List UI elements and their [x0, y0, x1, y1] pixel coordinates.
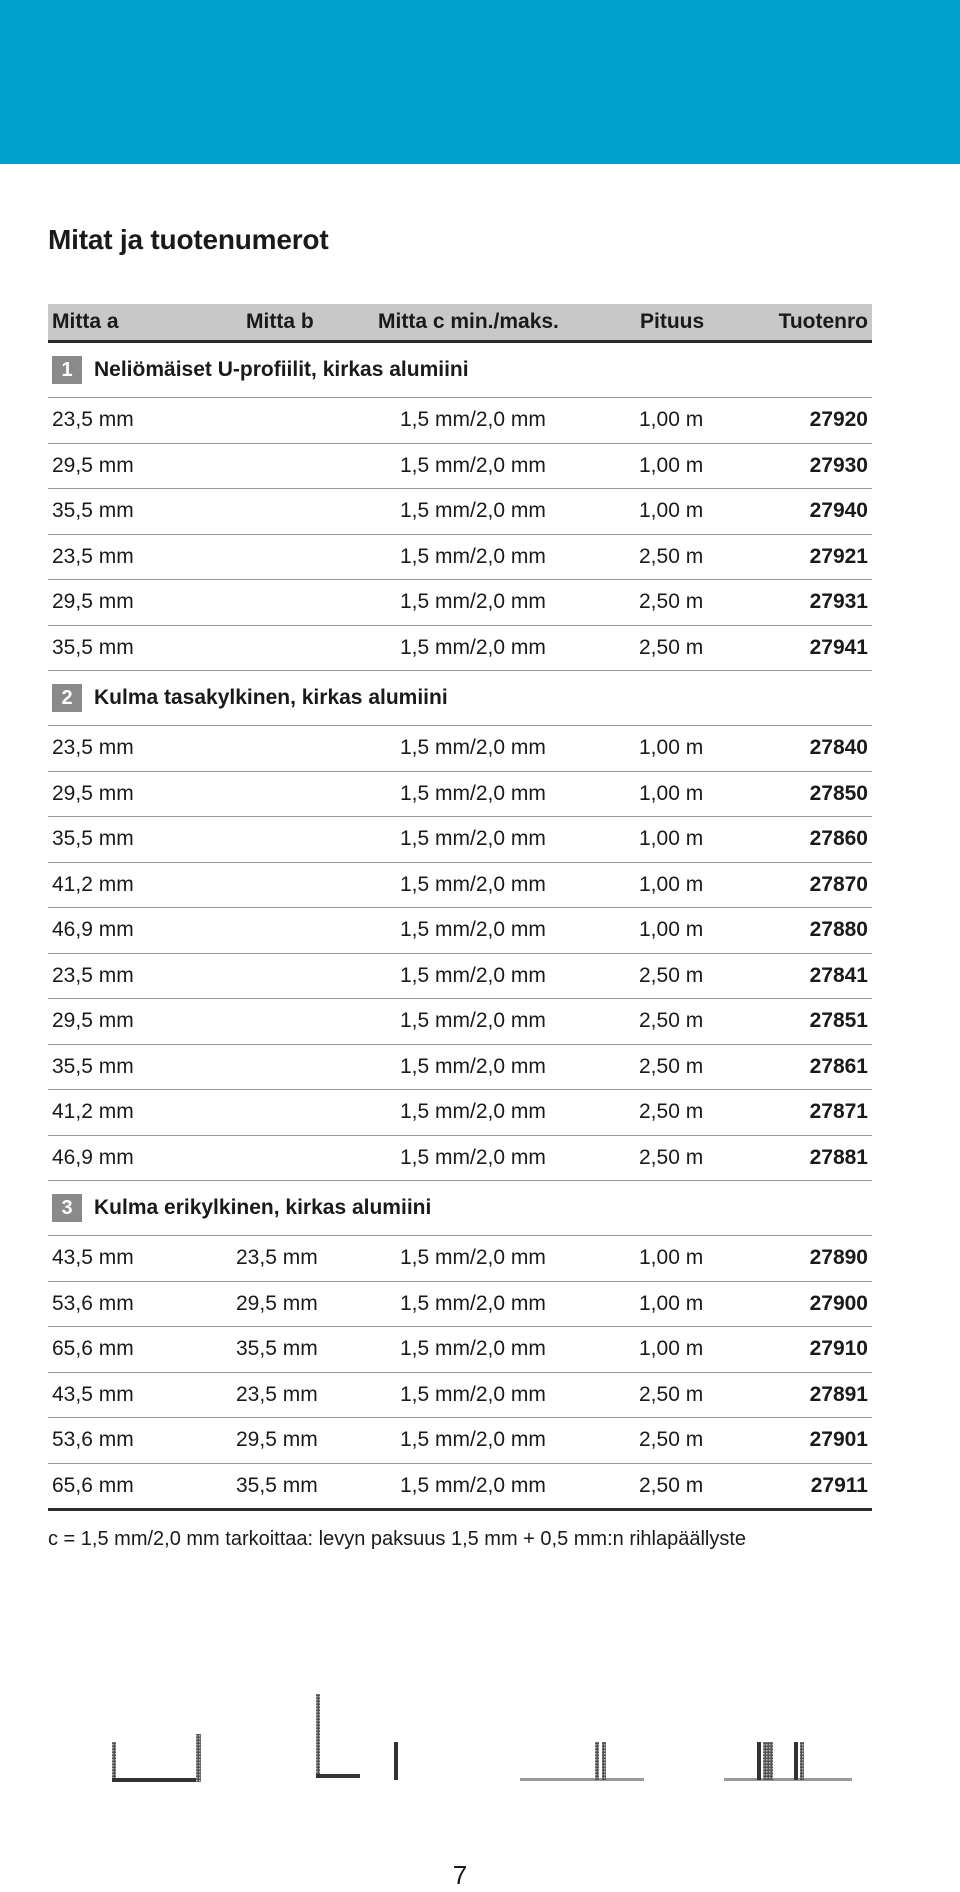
cell-mitta-b: 23,5 mm [236, 1382, 318, 1406]
cell-mitta-a: 35,5 mm [52, 499, 134, 523]
cell-tuotenro: 27871 [809, 1100, 868, 1124]
cell-mitta-c: 1,5 mm/2,0 mm [400, 1054, 546, 1078]
cell-tuotenro: 27861 [809, 1054, 868, 1078]
double-t-profile-icon [724, 1742, 852, 1781]
cell-pituus: 1,00 m [639, 827, 704, 851]
cell-mitta-b: 35,5 mm [236, 1337, 318, 1361]
page-number: 7 [452, 1860, 468, 1890]
cell-pituus: 1,00 m [639, 1291, 704, 1315]
u-profile-icon [112, 1734, 201, 1782]
cell-mitta-c: 1,5 mm/2,0 mm [400, 408, 546, 432]
table-row [48, 1236, 872, 1282]
cell-pituus: 2,50 m [639, 1145, 704, 1169]
section-number-badge: 2 [52, 684, 82, 712]
table-row [48, 1136, 872, 1182]
table-row [48, 1045, 872, 1091]
cell-mitta-a: 43,5 mm [52, 1382, 134, 1406]
cell-mitta-c: 1,5 mm/2,0 mm [400, 918, 546, 942]
cell-pituus: 2,50 m [639, 1428, 704, 1452]
cell-mitta-a: 35,5 mm [52, 827, 134, 851]
table-row [48, 908, 872, 954]
section-title: Kulma erikylkinen, kirkas alumiini [94, 1196, 432, 1219]
section-header-2 [48, 671, 872, 726]
cell-mitta-c: 1,5 mm/2,0 mm [400, 963, 546, 987]
cell-mitta-c: 1,5 mm/2,0 mm [400, 781, 546, 805]
cell-pituus: 2,50 m [639, 1473, 704, 1497]
cell-mitta-a: 23,5 mm [52, 408, 134, 432]
cell-mitta-c: 1,5 mm/2,0 mm [400, 590, 546, 614]
table-row [48, 863, 872, 909]
cell-mitta-a: 53,6 mm [52, 1291, 134, 1315]
cell-pituus: 1,00 m [639, 1246, 704, 1270]
cell-mitta-a: 23,5 mm [52, 736, 134, 760]
cell-tuotenro: 27840 [809, 736, 868, 760]
table-row [48, 535, 872, 581]
cell-pituus: 2,50 m [639, 590, 704, 614]
cell-tuotenro: 27901 [809, 1428, 868, 1452]
cell-tuotenro: 27850 [809, 781, 868, 805]
cell-pituus: 1,00 m [639, 408, 704, 432]
cell-mitta-a: 29,5 mm [52, 1009, 134, 1033]
table-body [48, 343, 872, 1511]
header-pituus: Pituus [640, 310, 705, 333]
cell-mitta-b: 23,5 mm [236, 1246, 318, 1270]
cell-tuotenro: 27920 [809, 408, 868, 432]
cell-mitta-c: 1,5 mm/2,0 mm [400, 827, 546, 851]
cell-mitta-c: 1,5 mm/2,0 mm [400, 453, 546, 477]
t-profile-icon [520, 1742, 644, 1781]
table-row [48, 1373, 872, 1419]
cell-mitta-a: 23,5 mm [52, 544, 134, 568]
table-row [48, 626, 872, 672]
table-row [48, 954, 872, 1000]
cell-tuotenro: 27860 [809, 827, 868, 851]
cell-mitta-b: 29,5 mm [236, 1428, 318, 1452]
section-header-1 [48, 343, 872, 398]
cell-pituus: 1,00 m [639, 453, 704, 477]
cell-mitta-c: 1,5 mm/2,0 mm [400, 872, 546, 896]
cell-tuotenro: 27841 [809, 963, 868, 987]
cell-tuotenro: 27851 [809, 1009, 868, 1033]
cell-mitta-c: 1,5 mm/2,0 mm [400, 1337, 546, 1361]
cell-tuotenro: 27900 [809, 1291, 868, 1315]
cell-mitta-c: 1,5 mm/2,0 mm [400, 499, 546, 523]
cell-pituus: 2,50 m [639, 1054, 704, 1078]
cell-mitta-a: 41,2 mm [52, 872, 134, 896]
cell-tuotenro: 27891 [809, 1382, 868, 1406]
cell-pituus: 1,00 m [639, 781, 704, 805]
cell-mitta-a: 46,9 mm [52, 1145, 134, 1169]
cell-mitta-a: 23,5 mm [52, 963, 134, 987]
cell-mitta-c: 1,5 mm/2,0 mm [400, 1009, 546, 1033]
cell-tuotenro: 27930 [809, 453, 868, 477]
table-row [48, 489, 872, 535]
cell-mitta-c: 1,5 mm/2,0 mm [400, 1145, 546, 1169]
cell-pituus: 2,50 m [639, 635, 704, 659]
header-color-band [0, 0, 960, 164]
cell-mitta-c: 1,5 mm/2,0 mm [400, 1246, 546, 1270]
cell-pituus: 1,00 m [639, 918, 704, 942]
table-row [48, 1464, 872, 1512]
table-row [48, 817, 872, 863]
cell-tuotenro: 27910 [809, 1337, 868, 1361]
cell-mitta-c: 1,5 mm/2,0 mm [400, 1382, 546, 1406]
cell-mitta-a: 29,5 mm [52, 453, 134, 477]
section-number-badge: 1 [52, 356, 82, 384]
section-header-3 [48, 1181, 872, 1236]
cell-mitta-a: 65,6 mm [52, 1473, 134, 1497]
table-row [48, 1418, 872, 1464]
header-mitta-b: Mitta b [246, 310, 314, 333]
header-mitta-c: Mitta c min./maks. [378, 310, 559, 333]
section-title: Kulma tasakylkinen, kirkas alumiini [94, 686, 448, 709]
cell-mitta-a: 53,6 mm [52, 1428, 134, 1452]
cell-pituus: 2,50 m [639, 963, 704, 987]
cell-pituus: 1,00 m [639, 872, 704, 896]
cell-mitta-c: 1,5 mm/2,0 mm [400, 544, 546, 568]
header-mitta-a: Mitta a [52, 310, 119, 333]
section-title: Neliömäiset U-profiilit, kirkas alumiini [94, 358, 469, 381]
cell-mitta-a: 29,5 mm [52, 590, 134, 614]
cell-mitta-c: 1,5 mm/2,0 mm [400, 1291, 546, 1315]
cell-tuotenro: 27880 [809, 918, 868, 942]
cell-mitta-a: 29,5 mm [52, 781, 134, 805]
table-row [48, 444, 872, 490]
profile-illustrations [100, 1690, 860, 1790]
cell-tuotenro: 27931 [809, 590, 868, 614]
table-header-row [48, 304, 872, 343]
dimensions-table [48, 304, 872, 1511]
cell-pituus: 1,00 m [639, 1337, 704, 1361]
cell-pituus: 1,00 m [639, 736, 704, 760]
table-row [48, 772, 872, 818]
cell-tuotenro: 27921 [809, 544, 868, 568]
cell-mitta-a: 35,5 mm [52, 635, 134, 659]
cell-tuotenro: 27940 [809, 499, 868, 523]
cell-mitta-b: 35,5 mm [236, 1473, 318, 1497]
cell-pituus: 1,00 m [639, 499, 704, 523]
cell-tuotenro: 27881 [809, 1145, 868, 1169]
cell-mitta-c: 1,5 mm/2,0 mm [400, 736, 546, 760]
cell-tuotenro: 27911 [810, 1473, 868, 1497]
section-number-badge: 3 [52, 1194, 82, 1222]
cell-mitta-a: 41,2 mm [52, 1100, 134, 1124]
cell-mitta-c: 1,5 mm/2,0 mm [400, 1100, 546, 1124]
cell-pituus: 2,50 m [639, 1382, 704, 1406]
cell-tuotenro: 27870 [809, 872, 868, 896]
cell-mitta-a: 43,5 mm [52, 1246, 134, 1270]
table-row [48, 726, 872, 772]
table-row [48, 580, 872, 626]
cell-pituus: 2,50 m [639, 1100, 704, 1124]
table-row [48, 1327, 872, 1373]
table-row [48, 999, 872, 1045]
footnote: c = 1,5 mm/2,0 mm tarkoittaa: levyn paksuus 1,5 mm + 0,5 mm:n rihlapäällyste [48, 1528, 747, 1550]
header-tuotenro: Tuotenro [778, 310, 868, 333]
equal-angle-profile-icon [316, 1694, 398, 1780]
cell-mitta-c: 1,5 mm/2,0 mm [400, 1473, 546, 1497]
table-row [48, 398, 872, 444]
table-row [48, 1282, 872, 1328]
table-row [48, 1090, 872, 1136]
cell-mitta-a: 65,6 mm [52, 1337, 134, 1361]
cell-tuotenro: 27890 [809, 1246, 868, 1270]
page-title: Mitat ja tuotenumerot [48, 224, 329, 255]
cell-mitta-c: 1,5 mm/2,0 mm [400, 1428, 546, 1452]
cell-mitta-c: 1,5 mm/2,0 mm [400, 635, 546, 659]
cell-pituus: 2,50 m [639, 544, 704, 568]
cell-tuotenro: 27941 [809, 635, 868, 659]
cell-mitta-a: 35,5 mm [52, 1054, 134, 1078]
cell-mitta-b: 29,5 mm [236, 1291, 318, 1315]
cell-mitta-a: 46,9 mm [52, 918, 134, 942]
cell-pituus: 2,50 m [639, 1009, 704, 1033]
